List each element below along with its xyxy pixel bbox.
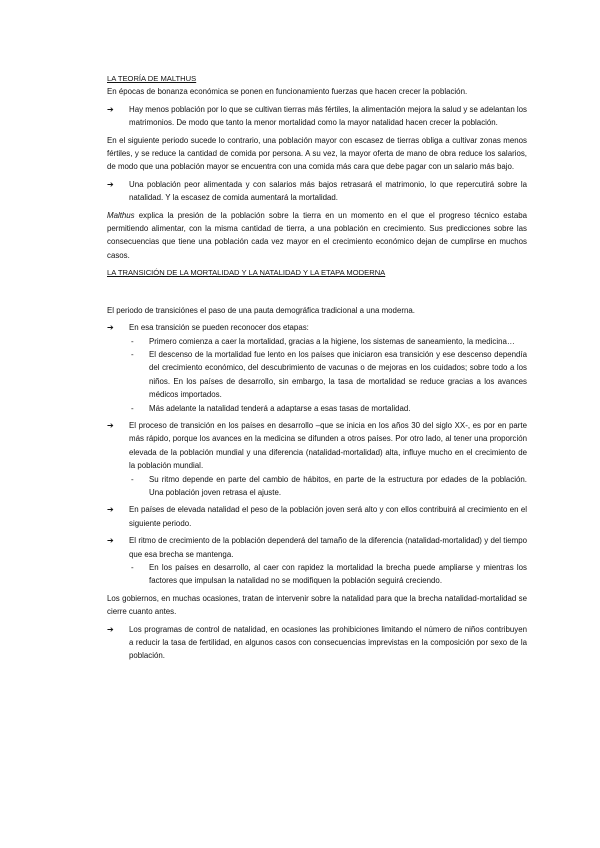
paragraph: En épocas de bonanza económica se ponen en funcionamiento fuerzas que hacen crecer la población. — [107, 87, 468, 97]
arrow-icon: ➔ — [107, 536, 114, 546]
section-heading-transicion: LA TRANSICIÓN DE LA MORTALIDAD Y LA NATALIDAD Y LA ETAPA MODERNA — [107, 268, 386, 278]
author-name: Malthus — [107, 210, 135, 220]
sub-item-text: En los países en desarrollo, al caer con rapidez la mortalidad la brecha puede ampliarse y mientras los factores que impulsan la natalidad no se modifiquen la población seguirá creciendo. — [149, 563, 527, 586]
sub-item — [131, 335, 527, 348]
bullet-text: El ritmo de crecimiento de la población dependerá del tamaño de la diferencia (natalidad-mortalidad) y del tiempo que esa brecha se mantenga. — [129, 536, 527, 559]
dash-marker: - — [131, 474, 134, 484]
sub-list — [107, 473, 527, 500]
paragraph: Los gobiernos, en muchas ocasiones, tratan de intervenir sobre la natalidad para que la brecha natalidad-mortalidad se cierre cuanto antes. — [107, 593, 527, 617]
arrow-bullet — [107, 103, 527, 130]
sub-item-text: Su ritmo depende en parte del cambio de hábitos, en parte de la estructura por edades de la población. Una población joven retrasa el ajuste. — [149, 474, 527, 497]
sub-item — [131, 348, 527, 402]
bullet-text: Una población peor alimentada y con salarios más bajos retrasará el matrimonio, lo que repercutirá sobre la natalidad. Y la escasez de comida aumentará la mortalidad. — [129, 179, 527, 203]
arrow-icon: ➔ — [107, 323, 114, 333]
arrow-bullet — [107, 503, 527, 530]
arrow-bullet — [107, 321, 527, 334]
paragraph: El periodo de transiciónes el paso de una pauta demográfica tradicional a una moderna. — [107, 305, 415, 315]
sub-item — [131, 473, 527, 500]
sub-item — [131, 402, 527, 415]
arrow-bullet — [107, 178, 527, 205]
sub-list — [107, 561, 527, 588]
paragraph — [107, 209, 527, 263]
document-page — [107, 72, 527, 667]
dash-marker: - — [131, 563, 134, 572]
section-heading-malthus: LA TEORÍA DE MALTHUS — [107, 74, 197, 83]
spacer — [107, 280, 527, 304]
bullet-text: Los programas de control de natalidad, en ocasiones las prohibiciones limitando el número de niños contribuyen a reducir la tasa de fertilidad, en algunos casos con consecuencias imprevistas en la composición por sexo de la población. — [129, 624, 527, 661]
paragraph: En el siguiente periodo sucede lo contrario, una población mayor con escasez de tierras obliga a cultivar zonas menos fértiles, y se reduce la cantidad de comida por persona. A su vez, la mayor oferta de mano de obra reduce los salarios, de modo que una población mayor se encuentra con una comida más cara que debe pagar con un salario más bajo. — [107, 135, 527, 172]
bullet-text: En países de elevada natalidad el peso de la población joven será alto y con ellos contribuirá al crecimiento en el siguiente periodo. — [129, 505, 527, 528]
arrow-icon: ➔ — [107, 179, 114, 189]
arrow-icon: ➔ — [107, 505, 114, 515]
arrow-icon: ➔ — [107, 624, 114, 634]
bullet-text: El proceso de transición en los países en desarrollo –que se inicia en los años 30 del siglo XX-, es por en parte más rápido, porque los avances en la medicina se difunden a otros países. Por otro lado, al tener una proporción elevada de la población mundial y una diferencia (natalidad-mortalidad) alta, influye mucho en el crecimiento de la población mundial. — [129, 420, 527, 471]
sub-item-text: Primero comienza a caer la mortalidad, gracias a la higiene, los sistemas de saneamiento, la medicina… — [149, 336, 515, 346]
arrow-icon: ➔ — [107, 420, 114, 430]
arrow-bullet — [107, 623, 527, 663]
bullet-text: Hay menos población por lo que se cultivan tierras más fértiles, la alimentación mejora la salud y se adelantan los matrimonios. De modo que tanto la menor mortalidad como la mayor natalidad hacen crecer la población. — [129, 104, 527, 128]
sub-item-text: El descenso de la mortalidad fue lento en los países que iniciaron esa transición y ese descenso dependía del crecimiento económico, del descubrimiento de vacunas o de mejoras en los cuidados; sobre todo a los niños. En los países de desarrollo, sin embargo, la tasa de mortalidad se reduce gracias a los avances médicos importados. — [149, 349, 527, 400]
dash-marker: - — [131, 349, 134, 359]
bullet-text: En esa transición se pueden reconocer dos etapas: — [129, 323, 309, 333]
arrow-bullet — [107, 534, 527, 561]
sub-list — [107, 335, 527, 415]
dash-marker: - — [131, 403, 134, 413]
arrow-bullet — [107, 419, 527, 473]
arrow-icon: ➔ — [107, 104, 114, 114]
dash-marker: - — [131, 336, 134, 346]
paragraph-text: explica la presión de la población sobre la tierra en un momento en el que el progreso técnico estaba permitiendo alimentar, con la misma cantidad de tierra, a una población en crecimiento. Sus predicciones sobre las consecuencias que tiene una población cada vez mayor en el crecimiento económico dejan de cumplirse en muchos casos. — [107, 210, 527, 260]
sub-item — [131, 561, 527, 588]
sub-item-text: Más adelante la natalidad tenderá a adaptarse a esas tasas de mortalidad. — [149, 403, 411, 413]
